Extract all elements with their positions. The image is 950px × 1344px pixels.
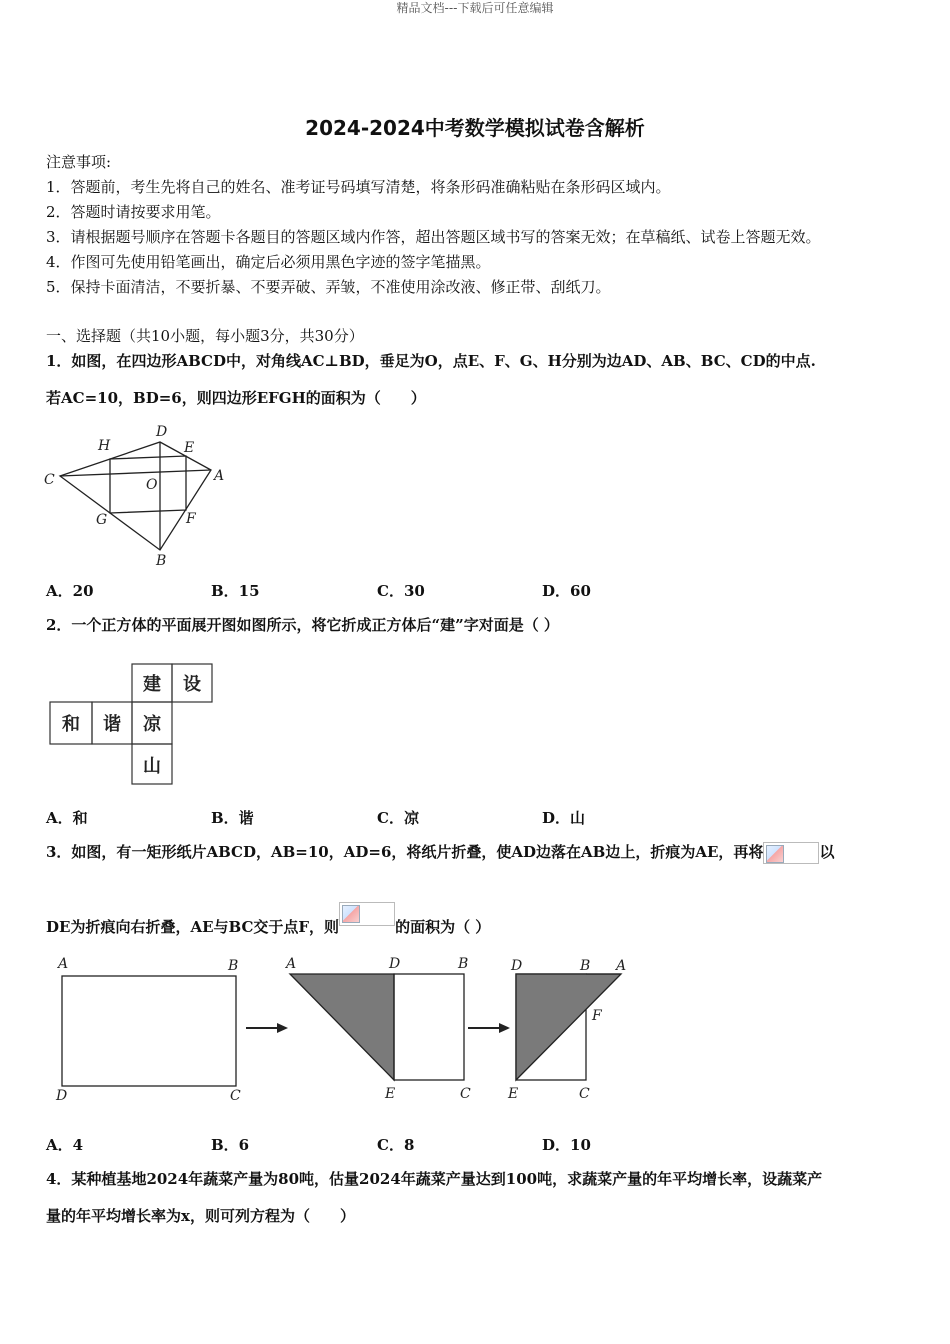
q1-option-b[interactable]: B．15	[211, 582, 260, 600]
q1-option-d[interactable]: D．60	[542, 582, 591, 600]
section-heading: 一、选择题（共10小题，每小题3分，共30分）	[46, 327, 364, 345]
net-cell-she: 设	[183, 674, 201, 695]
label-o: O	[146, 477, 158, 493]
label-g: G	[96, 512, 108, 528]
header-note: 精品文档---下载后可任意编辑	[396, 1, 554, 15]
q2-cube-net	[46, 660, 221, 790]
q3-option-d[interactable]: D．10	[542, 1136, 591, 1154]
notice-item: 2．答题时请按要求用笔。	[46, 203, 221, 221]
fig2-label-d: D	[389, 956, 401, 972]
label-h: H	[98, 438, 111, 454]
fig1-label-b: B	[228, 958, 239, 974]
fig3-label-c: C	[579, 1086, 590, 1102]
notice-item: 3．请根据题号顺序在答题卡各题目的答题区域内作答，超出答题区域书写的答案无效；在草稿纸、试卷上答题无效。	[46, 228, 821, 246]
q2-stem: 2．一个正方体的平面展开图如图所示，将它折成正方体后“建”字对面是（ ）	[46, 616, 559, 634]
fig1-label-d: D	[56, 1088, 68, 1104]
label-b: B	[156, 553, 167, 569]
fig2-label-b: B	[458, 956, 469, 972]
q3-stem-line1-a: 3．如图，有一矩形纸片ABCD，AB=10，AD=6，将纸片折叠，使AD边落在AB边上，折痕为AE，再将	[46, 843, 764, 861]
q1-stem-line2: 若AC=10，BD=6，则四边形EFGH的面积为（ ）	[46, 389, 426, 407]
q3-option-a[interactable]: A．4	[46, 1136, 84, 1154]
page-title: 2024-2024中考数学模拟试卷含解析	[305, 116, 645, 140]
label-f: F	[186, 511, 196, 527]
q3-stem-line2	[46, 902, 490, 937]
q3-figure	[46, 950, 646, 1110]
fig1-label-c: C	[230, 1088, 241, 1104]
fig3-label-a: A	[616, 958, 627, 974]
q4-stem-line2: 量的年平均增长率为x，则可列方程为（ ）	[46, 1207, 355, 1225]
q2-option-d[interactable]: D．山	[542, 809, 586, 827]
broken-image-icon	[763, 842, 819, 864]
net-cell-shan: 山	[143, 756, 161, 777]
q3-stem-line2-a: DE为折痕向右折叠，AE与BC交于点F，则	[46, 918, 340, 936]
broken-image-icon	[339, 902, 395, 926]
q3-stem-line1-b: 以	[819, 843, 835, 861]
fig3-label-e: E	[508, 1086, 519, 1102]
notice-item: 4．作图可先使用铅笔画出，确定后必须用黑色字迹的签字笔描黑。	[46, 253, 491, 271]
arrow-right-icon	[277, 1023, 288, 1033]
q3-option-c[interactable]: C．8	[377, 1136, 415, 1154]
label-e: E	[184, 440, 195, 456]
net-cell-liang: 凉	[143, 714, 161, 735]
q1-option-a[interactable]: A．20	[46, 582, 94, 600]
q1-option-c[interactable]: C．30	[377, 582, 425, 600]
net-cell-he: 和	[62, 714, 80, 735]
fig3-label-d: D	[511, 958, 523, 974]
net-cell-xie: 谐	[103, 714, 121, 735]
fig3-label-f: F	[592, 1008, 602, 1024]
q3-stem-line2-b: 的面积为（ ）	[395, 918, 491, 936]
fig2-label-e: E	[385, 1086, 396, 1102]
arrow-right-icon	[499, 1023, 510, 1033]
q2-option-c[interactable]: C．凉	[377, 809, 419, 827]
fig1-label-a: A	[58, 956, 69, 972]
notice-heading: 注意事项:	[46, 153, 112, 171]
q4-stem-line1: 4．某种植基地2024年蔬菜产量为80吨，估量2024年蔬菜产量达到100吨，求蔬菜产量的年平均增长率，设蔬菜产	[46, 1170, 823, 1188]
notice-item: 5．保持卡面清洁，不要折暴、不要弄破、弄皱，不准使用涂改液、修正带、刮纸刀。	[46, 278, 611, 296]
net-cell-jian: 建	[143, 674, 161, 695]
q1-figure	[38, 418, 238, 570]
diagonal-ac	[60, 470, 211, 476]
fig2-label-c: C	[460, 1086, 471, 1102]
q2-option-b[interactable]: B．谐	[211, 809, 254, 827]
fig2-label-a: A	[286, 956, 297, 972]
q2-option-a[interactable]: A．和	[46, 809, 88, 827]
notice-item: 1．答题前，考生先将自己的姓名、准考证号码填写清楚，将条形码准确粘贴在条形码区域内。	[46, 178, 671, 196]
label-d: D	[156, 424, 168, 440]
fig3-label-b: B	[580, 958, 591, 974]
q3-stem-line1	[46, 842, 834, 864]
label-a: A	[214, 468, 225, 484]
q1-stem-line1: 1．如图，在四边形ABCD中，对角线AC⊥BD，垂足为O，点E、F、G、H分别为边AD、AB、BC、CD的中点.	[46, 352, 816, 370]
q3-option-b[interactable]: B．6	[211, 1136, 250, 1154]
label-c: C	[44, 472, 55, 488]
